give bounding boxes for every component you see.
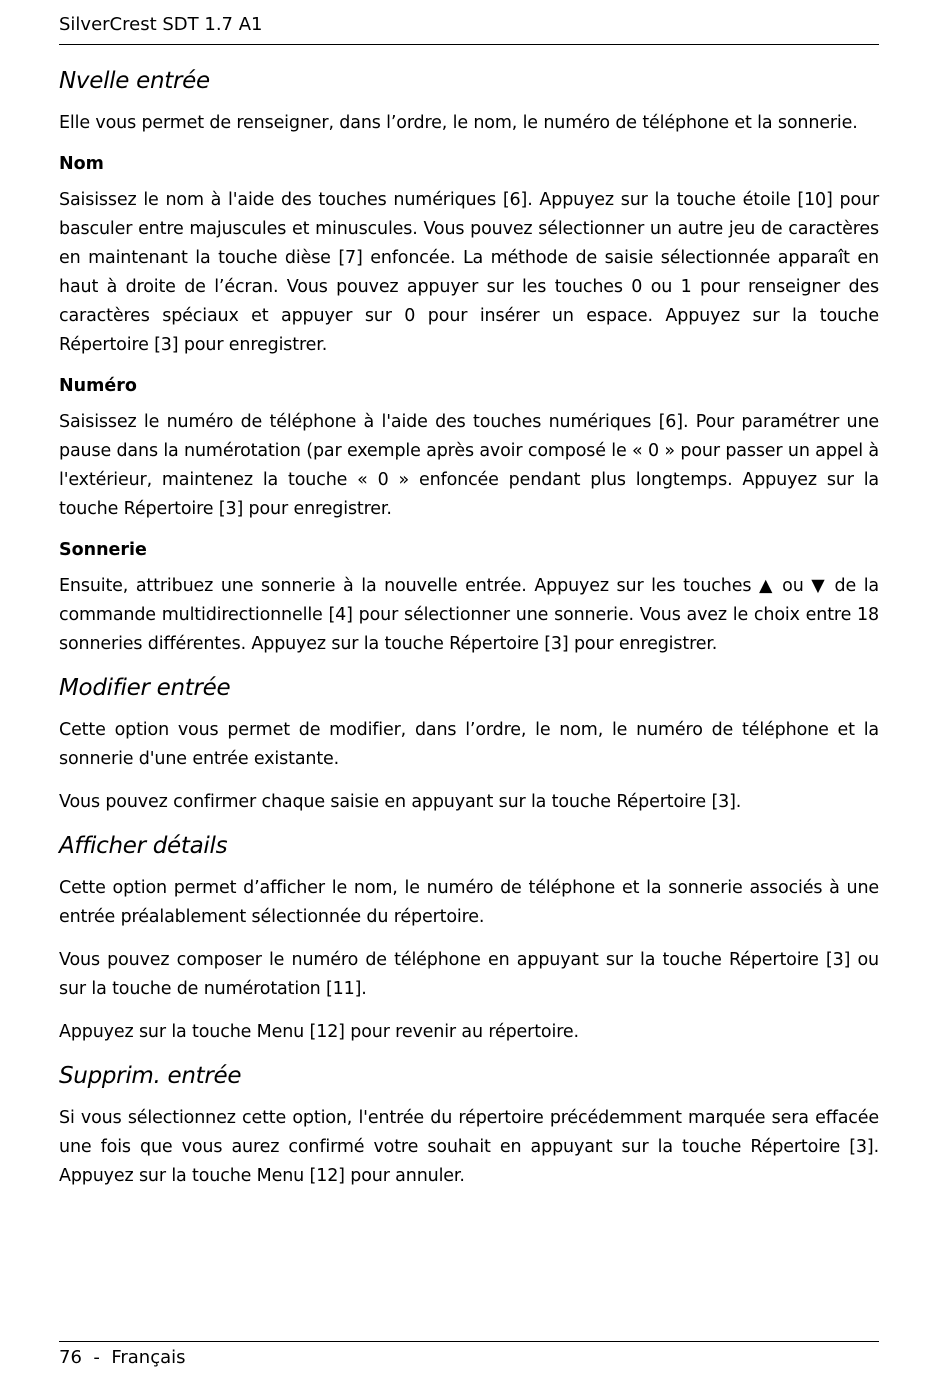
- subsection-title-ringtone: Sonnerie: [59, 540, 147, 560]
- section-new-entry: [59, 66, 879, 659]
- footer-divider: [59, 1341, 879, 1342]
- paragraph: Cette option permet d’afficher le nom, le numéro de téléphone et la sonnerie associés à une entrée préalablement sélectionnée du répertoire.: [59, 878, 879, 927]
- paragraph: Vous pouvez composer le numéro de téléphone en appuyant sur la touche Répertoire [3] ou sur la touche de numérotation [11].: [59, 950, 879, 999]
- subsection-title-name: Nom: [59, 154, 104, 174]
- section-title: Supprim. entrée: [59, 1063, 242, 1089]
- paragraph: Ensuite, attribuez une sonnerie à la nouvelle entrée. Appuyez sur les touches ▲ ou ▼ de la commande multidirectionnelle [4] pour sélectionner une sonnerie. Vous avez le choix entre 18 sonneries différentes. Appuyez sur la touche Répertoire [3] pour enregistrer.: [59, 576, 879, 654]
- paragraph: Saisissez le numéro de téléphone à l'aide des touches numériques [6]. Pour paramétrer une pause dans la numérotation (par exemple après avoir composé le « 0 » pour passer un appel à l'extérieur, maintenez la touche « 0 » enfoncée pendant plus longtemps. Appuyez sur la touche Répertoire [3] pour enregistrer.: [59, 412, 879, 519]
- section-title: Nvelle entrée: [59, 68, 210, 94]
- section-edit-entry: [59, 673, 879, 817]
- section-show-details: [59, 831, 879, 1047]
- section-title: Afficher détails: [59, 833, 228, 859]
- header-divider: [59, 44, 879, 45]
- section-title: Modifier entrée: [59, 675, 231, 701]
- paragraph: Vous pouvez confirmer chaque saisie en appuyant sur la touche Répertoire [3].: [59, 792, 742, 812]
- document-header-title: SilverCrest SDT 1.7 A1: [59, 14, 263, 35]
- page-content: [59, 66, 879, 1205]
- footer-language: Français: [111, 1347, 186, 1368]
- footer-separator: -: [93, 1347, 100, 1368]
- page-footer: [59, 1346, 186, 1370]
- paragraph: Elle vous permet de renseigner, dans l’ordre, le nom, le numéro de téléphone et la sonnerie.: [59, 113, 858, 133]
- paragraph: Appuyez sur la touche Menu [12] pour revenir au répertoire.: [59, 1022, 579, 1042]
- page-number: 76: [59, 1347, 82, 1368]
- paragraph: Saisissez le nom à l'aide des touches numériques [6]. Appuyez sur la touche étoile [10] pour basculer entre majuscules et minuscules. Vous pouvez sélectionner un autre jeu de caractères en maintenant la touche dièse [7] enfoncée. La méthode de saisie sélectionnée apparaît en haut à droite de l’écran. Vous pouvez appuyer sur les touches 0 ou 1 pour renseigner des caractères spéciaux et appuyer sur 0 pour insérer un espace. Appuyez sur la touche Répertoire [3] pour enregistrer.: [59, 190, 879, 355]
- subsection-title-number: Numéro: [59, 376, 137, 396]
- paragraph: Si vous sélectionnez cette option, l'entrée du répertoire précédemment marquée sera effacée une fois que vous aurez confirmé votre souhait en appuyant sur la touche Répertoire [3]. Appuyez sur la touche Menu [12] pour annuler.: [59, 1108, 879, 1186]
- paragraph: Cette option vous permet de modifier, dans l’ordre, le nom, le numéro de téléphone et la sonnerie d'une entrée existante.: [59, 720, 879, 769]
- section-delete-entry: [59, 1061, 879, 1191]
